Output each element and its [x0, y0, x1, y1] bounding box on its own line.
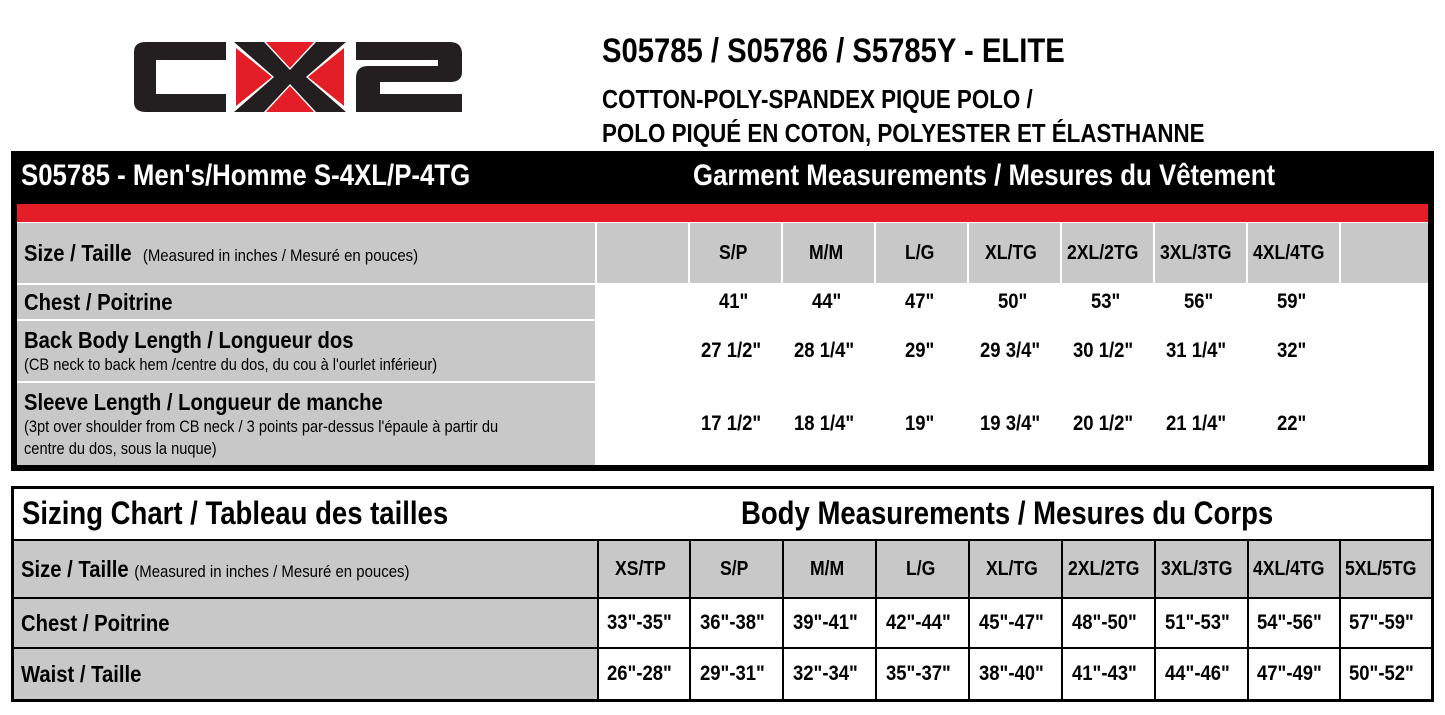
table-cell: 22": [1248, 383, 1339, 465]
size-header: L/G: [877, 541, 968, 597]
table-cell: 26"-28": [599, 649, 689, 699]
row-label-chest: Chest / Poitrine: [17, 285, 595, 319]
table-cell: 44": [783, 285, 874, 319]
cx2-logo: [130, 38, 466, 116]
size-label-cell: Size / Taille (Measured in inches / Mesuré en pouces): [17, 223, 595, 283]
table-cell: 30 1/2": [1062, 321, 1153, 381]
table-cell: 17 1/2": [690, 383, 781, 465]
size-header: XL/TG: [969, 223, 1060, 283]
table-cell: 45"-47": [970, 599, 1061, 647]
table-cell: 50": [969, 285, 1060, 319]
body-measurements-table: [11, 486, 1434, 702]
table-cell: 36"-38": [691, 599, 782, 647]
table-cell: 27 1/2": [690, 321, 781, 381]
table-cell: 56": [1155, 285, 1246, 319]
size-header: L/G: [876, 223, 967, 283]
table-cell: 29"-31": [691, 649, 782, 699]
body-table-header: [14, 489, 1431, 539]
size-header: 2XL/2TG: [1062, 223, 1153, 283]
size-header: M/M: [784, 541, 875, 597]
table-cell: 19 3/4": [969, 383, 1060, 465]
garment-table-header: [11, 151, 1434, 203]
size-header: 4XL/4TG: [1248, 223, 1339, 283]
table-cell: 28 1/4": [783, 321, 874, 381]
table-cell: 41": [690, 285, 781, 319]
size-header: 2XL/2TG: [1063, 541, 1154, 597]
table-cell: 41"-43": [1063, 649, 1154, 699]
size-header: 4XL/4TG: [1249, 541, 1339, 597]
table-cell: 51"-53": [1156, 599, 1247, 647]
table-cell: 29 3/4": [969, 321, 1060, 381]
sizing-chart-title: Sizing Chart / Tableau des tailles: [22, 495, 449, 531]
page-title: S05785 / S05786 / S5785Y - ELITE: [602, 32, 1065, 70]
size-header: XS/TP: [599, 541, 689, 597]
row-label-back-length: Back Body Length / Longueur dos (CB neck to back hem /centre du dos, du cou à l'ourlet inférieur): [17, 321, 595, 381]
table-cell: 42"-44": [877, 599, 968, 647]
table-cell: 44"-46": [1156, 649, 1247, 699]
table-cell: 39"-41": [784, 599, 875, 647]
table-cell: 35"-37": [877, 649, 968, 699]
garment-table-title: S05785 - Men's/Homme S-4XL/P-4TG: [21, 159, 471, 192]
size-label-cell: Size / Taille (Measured in inches / Mesuré en pouces): [14, 541, 597, 597]
table-cell: 19": [876, 383, 967, 465]
accent-stripe: [17, 204, 1428, 222]
table-cell: 54"-56": [1249, 599, 1339, 647]
table-cell: 20 1/2": [1062, 383, 1153, 465]
table-cell: 47"-49": [1249, 649, 1339, 699]
table-cell: 21 1/4": [1155, 383, 1246, 465]
table-cell: 32"-34": [784, 649, 875, 699]
size-header: M/M: [783, 223, 874, 283]
row-label-waist: Waist / Taille: [14, 649, 597, 699]
table-cell: 18 1/4": [783, 383, 874, 465]
table-cell: 32": [1248, 321, 1339, 381]
table-cell: 59": [1248, 285, 1339, 319]
table-cell: 33"-35": [599, 599, 689, 647]
row-label-chest: Chest / Poitrine: [14, 599, 597, 647]
size-header: S/P: [690, 223, 781, 283]
product-subtitle-fr: POLO PIQUÉ EN COTON, POLYESTER ET ÉLASTHANNE: [602, 118, 1205, 148]
table-cell: 31 1/4": [1155, 321, 1246, 381]
table-cell: 57"-59": [1341, 599, 1431, 647]
row-label-sleeve-length: Sleeve Length / Longueur de manche (3pt over shoulder from CB neck / 3 points par-dessus l'épaule à partir du centre du dos, sous la nuque): [17, 383, 595, 465]
table-cell: 29": [876, 321, 967, 381]
size-header: 5XL/5TG: [1341, 541, 1431, 597]
table-cell: 38"-40": [970, 649, 1061, 699]
product-subtitle-en: COTTON-POLY-SPANDEX PIQUE POLO /: [602, 84, 1033, 114]
table-cell: 47": [876, 285, 967, 319]
size-header: S/P: [691, 541, 782, 597]
size-header: XL/TG: [970, 541, 1061, 597]
table-cell: 50"-52": [1341, 649, 1431, 699]
size-header: 3XL/3TG: [1155, 223, 1246, 283]
size-header: 3XL/3TG: [1156, 541, 1247, 597]
garment-measurements-table: [11, 151, 1434, 471]
body-measurements-title: Body Measurements / Mesures du Corps: [741, 495, 1274, 531]
table-cell: 48"-50": [1063, 599, 1154, 647]
table-cell: 53": [1062, 285, 1153, 319]
garment-table-subtitle: Garment Measurements / Mesures du Vêtement: [693, 159, 1276, 192]
